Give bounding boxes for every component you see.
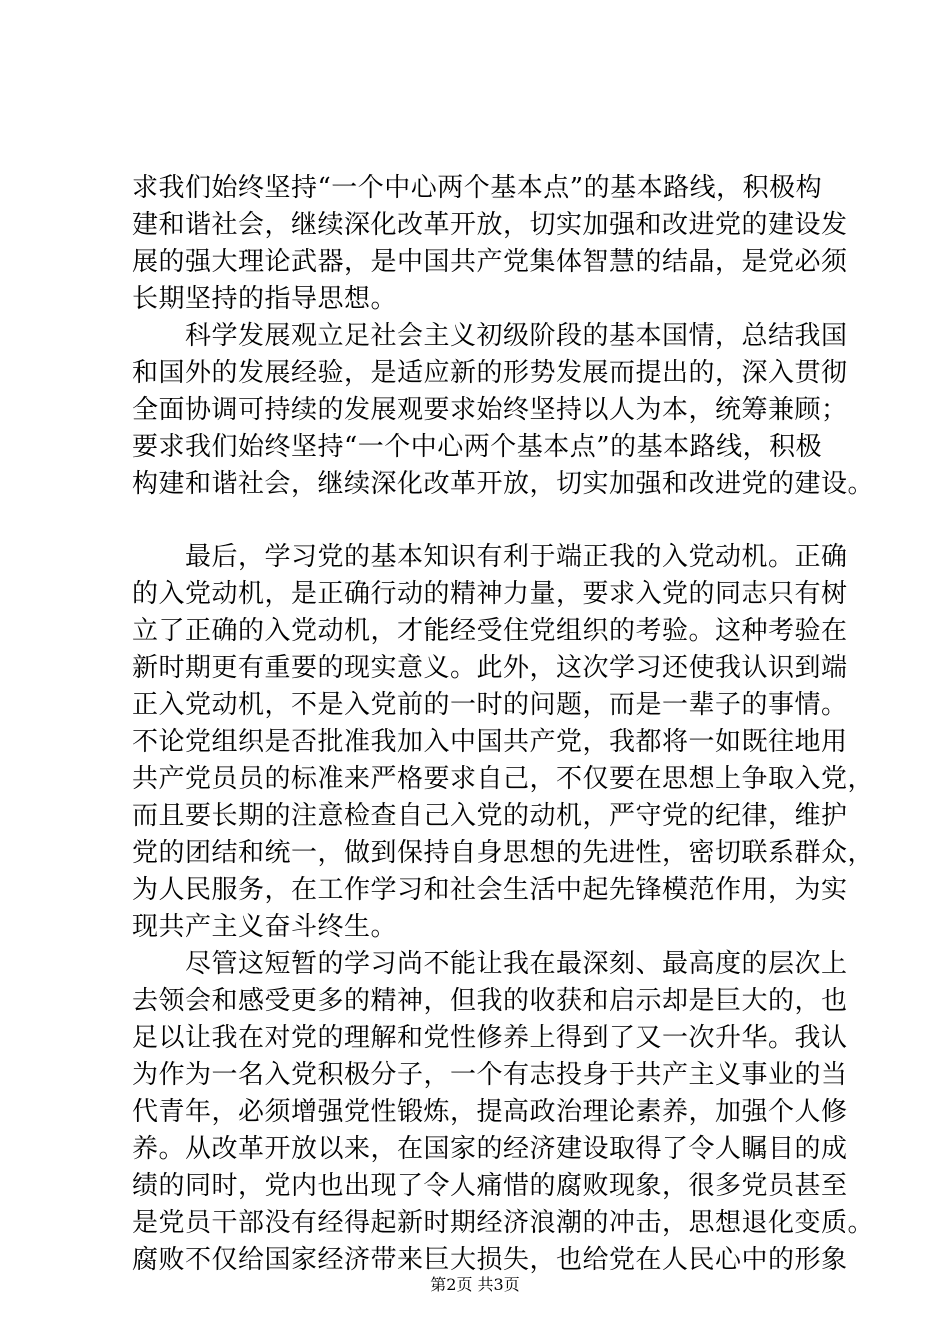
text-line: 现共产主义奋斗终生。 (132, 912, 398, 942)
text-line: 足以让我在对党的理解和党性修养上得到了又一次升华。我认 (132, 1023, 848, 1053)
text-line: 长期坚持的指导思想。 (132, 284, 398, 314)
text-line: 最后，学习党的基本知识有利于端正我的入党动机。正确 (132, 542, 848, 572)
text-line: 去领会和感受更多的精神，但我的收获和启示却是巨大的，也 (132, 986, 848, 1016)
text-line: 而且要长期的注意检查自己入党的动机，严守党的纪律，维护 (132, 801, 848, 831)
text-line: 为人民服务，在工作学习和社会生活中起先锋模范作用，为实 (132, 875, 848, 905)
text-line: 是党员干部没有经得起新时期经济浪潮的冲击，思想退化变质。 (132, 1208, 875, 1238)
text-line: 的入党动机，是正确行动的精神力量，要求入党的同志只有树 (132, 579, 848, 609)
text-line: 建和谐社会，继续深化改革开放，切实加强和改进党的建设发 (132, 210, 848, 240)
text-line: 腐败不仅给国家经济带来巨大损失，也给党在人民心中的形象 (132, 1245, 848, 1275)
text-line: 和国外的发展经验，是适应新的形势发展而提出的，深入贯彻 (132, 358, 848, 388)
text-line: 共产党员员的标准来严格要求自己，不仅要在思想上争取入党， (132, 764, 875, 794)
text-line: 尽管这短暂的学习尚不能让我在最深刻、最高度的层次上 (132, 949, 848, 979)
text-line: 绩的同时，党内也出现了令人痛惜的腐败现象，很多党员甚至 (132, 1171, 848, 1201)
text-line: 党的团结和统一，做到保持自身思想的先进性，密切联系群众， (132, 838, 875, 868)
text-line: 新时期更有重要的现实意义。此外，这次学习还使我认识到端 (132, 653, 848, 683)
text-line: 养。从改革开放以来，在国家的经济建设取得了令人瞩目的成 (132, 1134, 848, 1164)
text-line: 代青年，必须增强党性锻炼，提高政治理论素养，加强个人修 (132, 1097, 848, 1127)
text-line: 全面协调可持续的发展观要求始终坚持以人为本，统筹兼顾； (132, 395, 848, 425)
text-line: 构建和谐社会，继续深化改革开放，切实加强和改进党的建设。 (132, 469, 875, 499)
text-line: 为作为一名入党积极分子，一个有志投身于共产主义事业的当 (132, 1060, 848, 1090)
text-line: 正入党动机，不是入党前的一时的问题，而是一辈子的事情。 (132, 690, 848, 720)
text-line: 展的强大理论武器，是中国共产党集体智慧的结晶，是党必须 (132, 247, 848, 277)
text-line: 不论党组织是否批准我加入中国共产党，我都将一如既往地用 (132, 727, 848, 757)
text-line: 立了正确的入党动机，才能经受住党组织的考验。这种考验在 (132, 616, 848, 646)
page-footer: 第2页 共3页 (430, 1275, 520, 1294)
text-line: 求我们始终坚持“一个中心两个基本点”的基本路线，积极构 (132, 173, 823, 203)
text-line: 要求我们始终坚持“一个中心两个基本点”的基本路线，积极 (132, 432, 823, 462)
text-line: 科学发展观立足社会主义初级阶段的基本国情，总结我国 (132, 321, 848, 351)
